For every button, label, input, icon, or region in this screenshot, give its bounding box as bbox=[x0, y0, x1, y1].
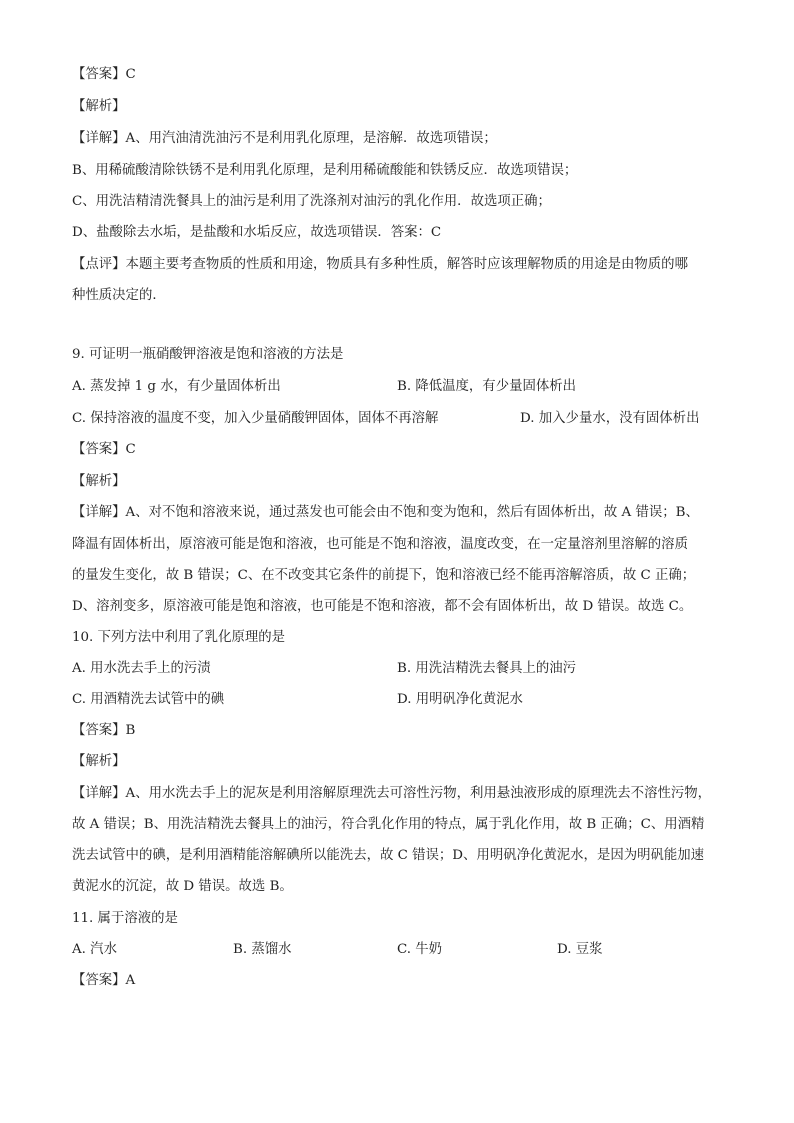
q8-detail-line-2: B、用稀硫酸清除铁锈不是利用乳化原理，是利用稀硫酸能和铁锈反应．故选项错误； bbox=[72, 163, 578, 178]
q9-option-a: A. 蒸发掉 1 g 水，有少量固体析出 bbox=[72, 379, 281, 394]
q10-option-c: C. 用酒精洗去试管中的碘 bbox=[72, 692, 225, 707]
q11-option-c: C. 牛奶 bbox=[397, 942, 443, 957]
q9-option-b: B. 降低温度，有少量固体析出 bbox=[397, 379, 577, 394]
q9-analysis-label: 【解析】 bbox=[72, 474, 126, 489]
q11-option-a: A. 汽水 bbox=[72, 942, 117, 957]
q8-analysis-label: 【解析】 bbox=[72, 99, 126, 114]
q10-stem: 10. 下列方法中利用了乳化原理的是 bbox=[72, 630, 286, 645]
q8-answer: 【答案】C bbox=[72, 67, 136, 82]
q8-detail-line-1: 【详解】A、用汽油清洗油污不是利用乳化原理，是溶解．故选项错误； bbox=[72, 131, 497, 146]
q10-detail-line-2: 故 A 错误；B、用洗洁精洗去餐具上的油污，符合乳化作用的特点，属于乳化作用，故 B 正确；C、用酒精 bbox=[72, 817, 705, 832]
q9-option-c: C. 保持溶液的温度不变，加入少量硝酸钾固体，固体不再溶解 bbox=[72, 411, 439, 426]
q9-stem: 9. 可证明一瓶硝酸钾溶液是饱和溶液的方法是 bbox=[72, 347, 344, 362]
q9-answer: 【答案】C bbox=[72, 442, 136, 457]
q11-stem: 11. 属于溶液的是 bbox=[72, 911, 178, 926]
q9-option-d: D. 加入少量水，没有固体析出 bbox=[520, 411, 700, 426]
q11-option-d: D. 豆浆 bbox=[557, 942, 603, 957]
q8-detail-line-3: C、用洗洁精清洗餐具上的油污是利用了洗涤剂对油污的乳化作用．故选项正确； bbox=[72, 194, 551, 209]
q9-detail-line-2: 降温有固体析出，原溶液可能是饱和溶液，也可能是不饱和溶液，温度改变，在一定量溶剂里溶解的溶质 bbox=[72, 537, 688, 552]
q10-detail-line-4: 黄泥水的沉淀，故 D 错误。故选 B。 bbox=[72, 879, 293, 894]
q10-option-b: B. 用洗洁精洗去餐具上的油污 bbox=[397, 661, 577, 676]
q11-option-b: B. 蒸馏水 bbox=[233, 942, 292, 957]
q10-analysis-label: 【解析】 bbox=[72, 754, 126, 769]
q8-comment-line-2: 种性质决定的． bbox=[72, 288, 166, 303]
q10-detail-line-1: 【详解】A、用水洗去手上的泥灰是利用溶解原理洗去可溶性污物，利用悬浊液形成的原理洗去不溶性污物， bbox=[72, 786, 712, 801]
q10-answer: 【答案】B bbox=[72, 723, 136, 738]
q9-detail-line-1: 【详解】A、对不饱和溶液来说，通过蒸发也可能会由不饱和变为饱和，然后有固体析出，故 A 错误；B、 bbox=[72, 505, 699, 520]
q10-detail-line-3: 洗去试管中的碘，是利用酒精能溶解碘所以能洗去，故 C 错误；D、用明矾净化黄泥水，是因为明矾能加速 bbox=[72, 848, 705, 863]
q8-comment-line-1: 【点评】本题主要考查物质的性质和用途，物质具有多种性质，解答时应该理解物质的用途是由物质的哪 bbox=[72, 257, 688, 272]
q10-option-a: A. 用水洗去手上的污渍 bbox=[72, 661, 211, 676]
q9-detail-line-4: D、溶剂变多，原溶液可能是饱和溶液，也可能是不饱和溶液，都不会有固体析出，故 D 错误。故选 C。 bbox=[72, 599, 693, 614]
q8-detail-line-4: D、盐酸除去水垢，是盐酸和水垢反应，故选项错误．答案：C bbox=[72, 225, 442, 240]
q11-answer: 【答案】A bbox=[72, 973, 136, 988]
q9-detail-line-3: 的量发生变化，故 B 错误；C、在不改变其它条件的前提下，饱和溶液已经不能再溶解溶质，故 C 正确； bbox=[72, 568, 696, 583]
q10-option-d: D. 用明矾净化黄泥水 bbox=[397, 692, 523, 707]
